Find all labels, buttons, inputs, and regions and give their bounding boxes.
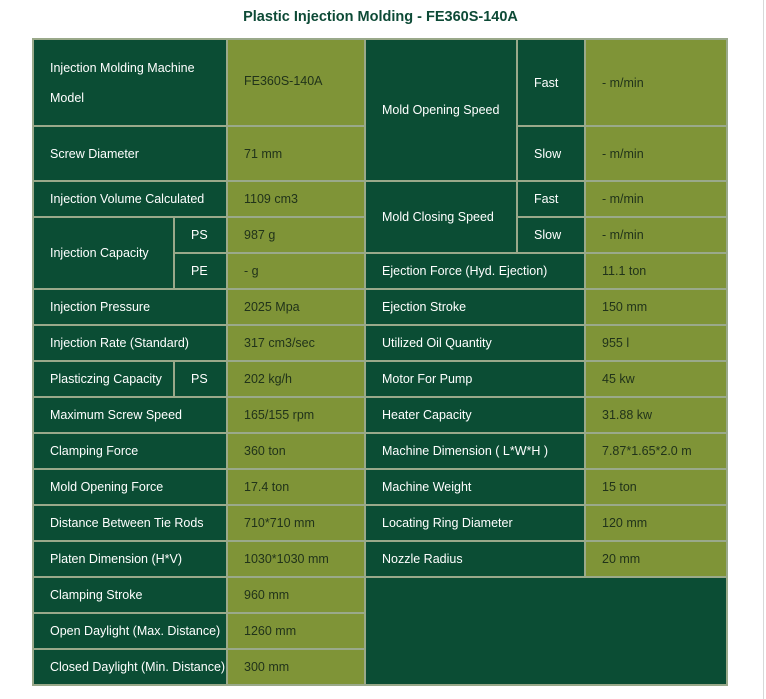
- ejection-stroke-value: 150 mm: [585, 289, 727, 325]
- injection-pressure-value: 2025 Mpa: [227, 289, 365, 325]
- injection-capacity-pe-value: - g: [227, 253, 365, 289]
- table-row: [33, 181, 727, 217]
- table-row: [33, 469, 727, 505]
- mold-closing-fast-value: - m/min: [585, 181, 727, 217]
- heater-capacity-value: 31.88 kw: [585, 397, 727, 433]
- injection-capacity-ps-label: PS: [174, 217, 227, 253]
- mold-closing-speed-label: Mold Closing Speed: [365, 181, 517, 253]
- clamping-stroke-label: Clamping Stroke: [33, 577, 227, 613]
- open-daylight-value: 1260 mm: [227, 613, 365, 649]
- injection-capacity-label: Injection Capacity: [33, 217, 174, 289]
- injection-rate-value: 317 cm3/sec: [227, 325, 365, 361]
- mold-closing-slow-label: Slow: [517, 217, 585, 253]
- empty-cell: [365, 577, 727, 685]
- oil-quantity-value: 955 l: [585, 325, 727, 361]
- tie-rods-label: Distance Between Tie Rods: [33, 505, 227, 541]
- tie-rods-value: 710*710 mm: [227, 505, 365, 541]
- open-daylight-label: Open Daylight (Max. Distance): [33, 613, 227, 649]
- platen-dimension-label: Platen Dimension (H*V): [33, 541, 227, 577]
- machine-weight-value: 15 ton: [585, 469, 727, 505]
- clamping-stroke-value: 960 mm: [227, 577, 365, 613]
- machine-dimension-label: Machine Dimension ( L*W*H ): [365, 433, 585, 469]
- motor-pump-value: 45 kw: [585, 361, 727, 397]
- closed-daylight-label: Closed Daylight (Min. Distance): [33, 649, 227, 685]
- injection-volume-value: 1109 cm3: [227, 181, 365, 217]
- ejection-force-value: 11.1 ton: [585, 253, 727, 289]
- spec-table: [32, 38, 728, 686]
- table-row: [33, 397, 727, 433]
- locating-ring-label: Locating Ring Diameter: [365, 505, 585, 541]
- table-row: [33, 433, 727, 469]
- clamping-force-value: 360 ton: [227, 433, 365, 469]
- mold-opening-force-value: 17.4 ton: [227, 469, 365, 505]
- plasticizing-capacity-value: 202 kg/h: [227, 361, 365, 397]
- table-row: [33, 541, 727, 577]
- plasticizing-ps-label: PS: [174, 361, 227, 397]
- table-row: [33, 39, 727, 126]
- injection-volume-label: Injection Volume Calculated: [33, 181, 227, 217]
- model-label: Injection Molding Machine Model: [33, 39, 227, 126]
- platen-dimension-value: 1030*1030 mm: [227, 541, 365, 577]
- table-row: [33, 577, 727, 613]
- mold-opening-speed-label: Mold Opening Speed: [365, 39, 517, 181]
- mold-opening-fast-value: - m/min: [585, 39, 727, 126]
- table-row: [33, 289, 727, 325]
- nozzle-radius-label: Nozzle Radius: [365, 541, 585, 577]
- screw-diameter-value: 71 mm: [227, 126, 365, 181]
- page-title: Plastic Injection Molding - FE360S-140A: [243, 9, 518, 25]
- table-row: [33, 505, 727, 541]
- injection-rate-label: Injection Rate (Standard): [33, 325, 227, 361]
- table-row: [33, 361, 727, 397]
- injection-capacity-pe-label: PE: [174, 253, 227, 289]
- table-row: [33, 325, 727, 361]
- locating-ring-value: 120 mm: [585, 505, 727, 541]
- mold-closing-slow-value: - m/min: [585, 217, 727, 253]
- mold-opening-slow-value: - m/min: [585, 126, 727, 181]
- plasticizing-capacity-label: Plasticzing Capacity: [33, 361, 174, 397]
- heater-capacity-label: Heater Capacity: [365, 397, 585, 433]
- mold-opening-fast-label: Fast: [517, 39, 585, 126]
- machine-dimension-value: 7.87*1.65*2.0 m: [585, 433, 727, 469]
- mold-closing-fast-label: Fast: [517, 181, 585, 217]
- screw-speed-label: Maximum Screw Speed: [33, 397, 227, 433]
- machine-weight-label: Machine Weight: [365, 469, 585, 505]
- oil-quantity-label: Utilized Oil Quantity: [365, 325, 585, 361]
- injection-capacity-ps-value: 987 g: [227, 217, 365, 253]
- ejection-stroke-label: Ejection Stroke: [365, 289, 585, 325]
- screw-diameter-label: Screw Diameter: [33, 126, 227, 181]
- mold-opening-force-label: Mold Opening Force: [33, 469, 227, 505]
- clamping-force-label: Clamping Force: [33, 433, 227, 469]
- page-right-border: [763, 0, 764, 699]
- ejection-force-label: Ejection Force (Hyd. Ejection): [365, 253, 585, 289]
- closed-daylight-value: 300 mm: [227, 649, 365, 685]
- injection-pressure-label: Injection Pressure: [33, 289, 227, 325]
- mold-opening-slow-label: Slow: [517, 126, 585, 181]
- screw-speed-value: 165/155 rpm: [227, 397, 365, 433]
- nozzle-radius-value: 20 mm: [585, 541, 727, 577]
- model-value: FE360S-140A: [227, 39, 365, 126]
- motor-pump-label: Motor For Pump: [365, 361, 585, 397]
